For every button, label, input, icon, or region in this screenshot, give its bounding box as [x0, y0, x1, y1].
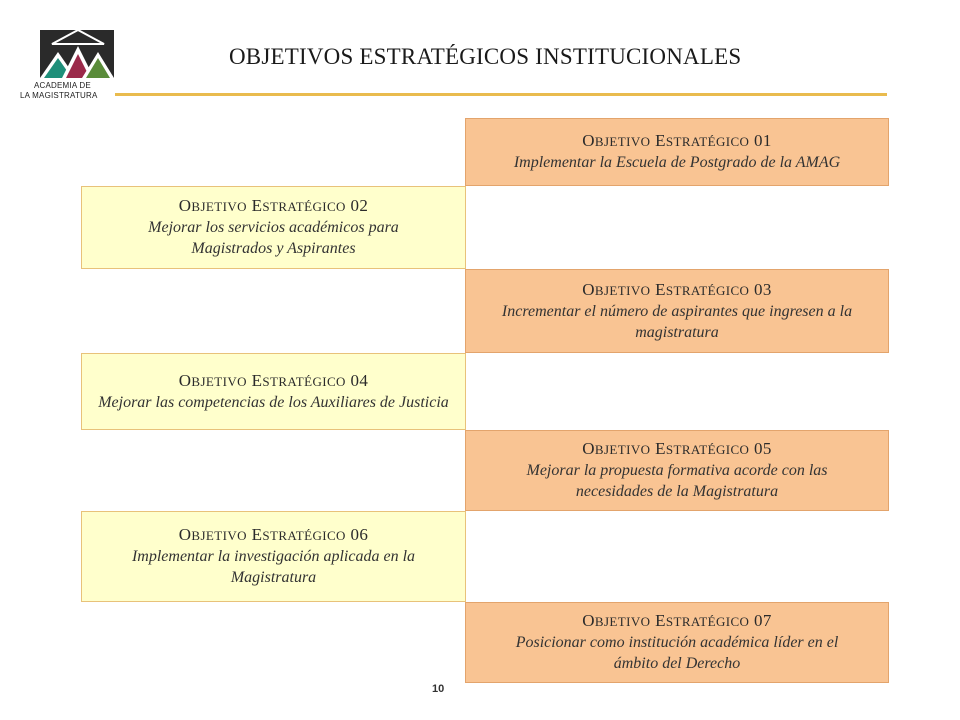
objective-description: Incrementar el número de aspirantes que ingresen a la magistratura	[501, 302, 853, 341]
objective-heading: OBJETIVO ESTRATÉGICO 01	[582, 131, 772, 150]
logo-mark-icon	[38, 28, 118, 80]
objective-heading: OBJETIVO ESTRATÉGICO 03	[582, 279, 772, 299]
objective-description: Posicionar como institución académica líder en el ámbito del Derecho	[515, 634, 839, 672]
objective-heading: OBJETIVO ESTRATÉGICO 02	[178, 196, 369, 215]
objective-01-box	[465, 118, 889, 186]
objective-heading: OBJETIVO ESTRATÉGICO 04	[178, 370, 369, 390]
objective-heading: OBJETIVO ESTRATÉGICO 07	[582, 611, 772, 630]
objective-description: Implementar la Escuela de Postgrado de la AMAG	[513, 154, 841, 171]
page-number: 10	[432, 683, 445, 695]
objective-03-box	[465, 269, 889, 353]
objective-07-box	[465, 602, 889, 683]
logo-text-line-1: ACADEMIA DE	[34, 81, 91, 90]
objective-description: Mejorar los servicios académicos para Magistrados y Aspirantes	[148, 219, 399, 257]
objective-05-box	[465, 430, 889, 511]
objective-06-box	[81, 511, 466, 602]
objective-heading: OBJETIVO ESTRATÉGICO 05	[582, 439, 772, 458]
logo-text-line-2: LA MAGISTRATURA	[20, 91, 98, 100]
objective-heading: OBJETIVO ESTRATÉGICO 06	[178, 525, 369, 544]
title-underline	[115, 93, 887, 96]
page-title: OBJETIVOS ESTRATÉGICOS INSTITUCIONALES	[229, 44, 742, 69]
objective-description: Mejorar las competencias de los Auxiliares de Justicia	[98, 393, 449, 411]
objective-description: Mejorar la propuesta formativa acorde con las necesidades de la Magistratura	[526, 462, 828, 500]
objective-02-box	[81, 186, 466, 269]
academia-logo	[20, 28, 120, 104]
objective-04-box	[81, 353, 466, 430]
objective-description: Implementar la investigación aplicada en la Magistratura	[131, 548, 416, 586]
